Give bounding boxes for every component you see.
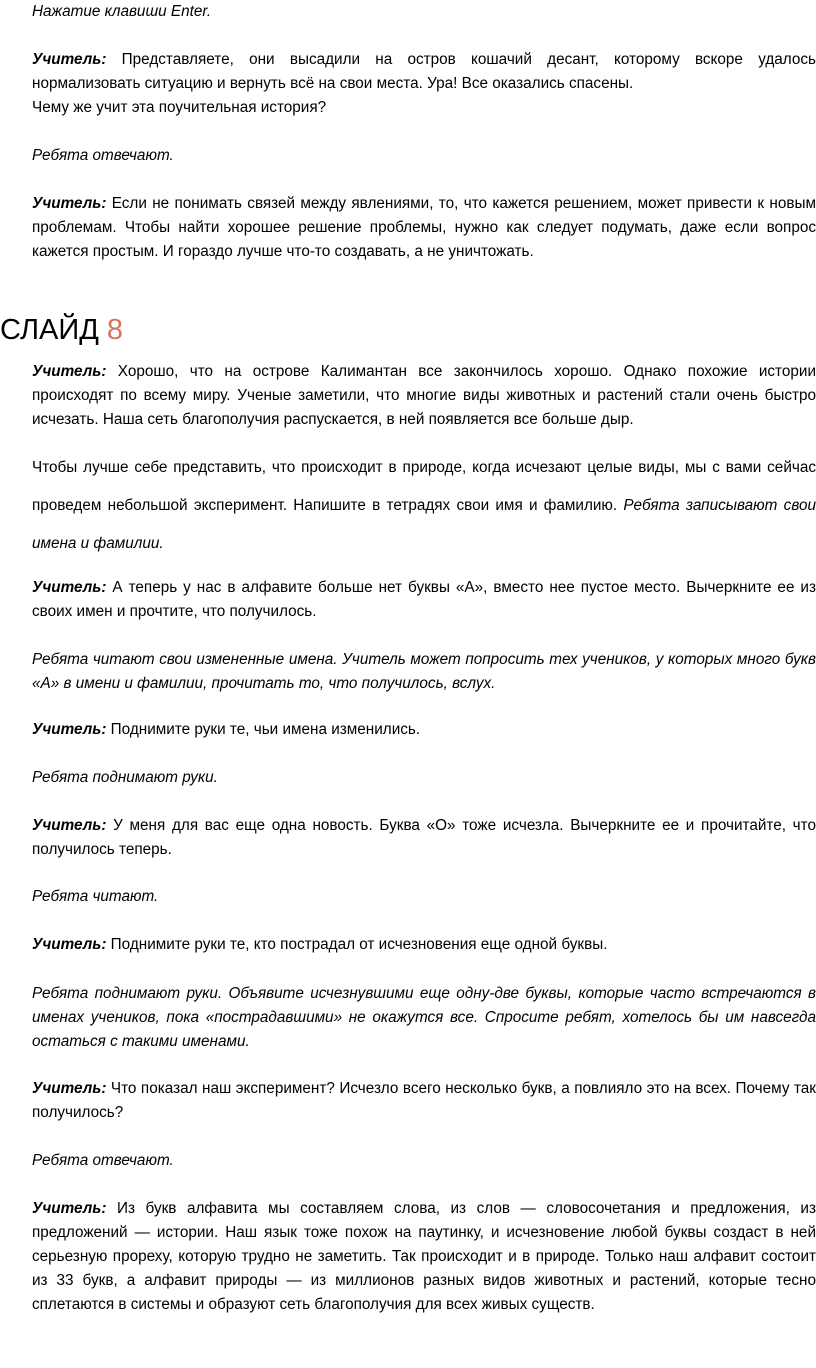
paragraph-text: Чтобы лучше себе представить, что происходит в природе, когда исчезают целые виды, мы с вами сейчас проведем небольшой эксперимент. Напишите в тетрадях свои имя и фамилию. (32, 459, 816, 514)
stage-direction: Ребята читают свои измененные имена. Учитель может попросить тех учеников, у которых много букв «А» в имени и фамилии, прочитать то, что получилось, вслух. (32, 651, 816, 692)
paragraph-text: Что показал наш эксперимент? Исчезло всего несколько букв, а повлияло это на всех. Почему так получилось? (32, 1080, 816, 1121)
speaker-label: Учитель: (32, 1080, 107, 1097)
speaker-label: Учитель: (32, 195, 107, 212)
paragraph-text: Поднимите руки те, кто пострадал от исчезновения еще одной буквы. (106, 936, 608, 953)
speaker-label: Учитель: (32, 579, 107, 596)
stage-direction: Ребята читают. (32, 888, 159, 905)
teacher-paragraph (32, 576, 816, 624)
teacher-paragraph (32, 1197, 816, 1317)
stage-direction: Ребята поднимают руки. (32, 769, 218, 786)
stage-direction: Ребята отвечают. (32, 1152, 174, 1169)
stage-direction: Ребята записывают свои имена и фамилии. (32, 497, 816, 552)
paragraph-text: Из букв алфавита мы составляем слова, из слов — словосочетания и предложения, из предложений — истории. Наш язык тоже похож на паутинку, и исчезновение любой буквы создаст в ней серьезную прореху, которую трудно не заметить. Так происходит и в природе. Только наш алфавит состоит из 33 букв, а алфавит природы — из миллионов разных видов животных и растений, которые тесно сплетаются в системы и образуют сеть благополучия для всех живых существ. (32, 1200, 816, 1313)
instruction-paragraph (32, 449, 816, 563)
slide-label: СЛАЙД (0, 314, 99, 346)
teacher-paragraph (32, 192, 816, 264)
stage-direction: Ребята отвечают. (32, 147, 174, 164)
paragraph-text: Поднимите руки те, чьи имена изменились. (106, 721, 421, 738)
teacher-paragraph (32, 933, 816, 957)
stage-direction: Нажатие клавиши Enter. (32, 3, 212, 20)
paragraph-text: У меня для вас еще одна новость. Буква «О» тоже исчезла. Вычеркните ее и прочитайте, что получилось теперь. (32, 817, 816, 858)
speaker-label: Учитель: (32, 721, 107, 738)
speaker-label: Учитель: (32, 936, 107, 953)
question-line: Чему же учит эта поучительная история? (32, 99, 327, 116)
teacher-paragraph (32, 814, 816, 862)
teacher-paragraph (32, 48, 816, 96)
slide-number: 8 (106, 314, 124, 346)
slide-heading (0, 311, 123, 349)
speaker-label: Учитель: (32, 363, 107, 380)
teacher-paragraph (32, 1077, 816, 1125)
paragraph-text: А теперь у нас в алфавите больше нет буквы «А», вместо нее пустое место. Вычеркните ее из своих имен и прочтите, что получилось. (32, 579, 816, 620)
teacher-paragraph (32, 360, 816, 432)
speaker-label: Учитель: (32, 51, 107, 68)
paragraph-text: Если не понимать связей между явлениями, то, что кажется решением, может привести к новым проблемам. Чтобы найти хорошее решение проблемы, нужно как следует подумать, даже если вопрос кажется простым. И гораздо лучше что-то создавать, а не уничтожать. (32, 195, 816, 260)
teacher-paragraph (32, 718, 816, 742)
paragraph-text: Представляете, они высадили на остров кошачий десант, которому вскоре удалось нормализовать ситуацию и вернуть всё на свои места. Ура! Все оказались спасены. (32, 51, 816, 92)
paragraph-text: Хорошо, что на острове Калимантан все закончилось хорошо. Однако похожие истории происходят по всему миру. Ученые заметили, что многие виды животных и растений стали очень быстро исчезать. Наша сеть благополучия распускается, в ней появляется все больше дыр. (32, 363, 816, 428)
speaker-label: Учитель: (32, 817, 107, 834)
speaker-label: Учитель: (32, 1200, 107, 1217)
stage-direction: Ребята поднимают руки. Объявите исчезнувшими еще одну-две буквы, которые часто встречаются в именах учеников, пока «пострадавшими» не окажутся все. Спросите ребят, хотелось бы им навсегда остаться с такими именами. (32, 985, 816, 1050)
